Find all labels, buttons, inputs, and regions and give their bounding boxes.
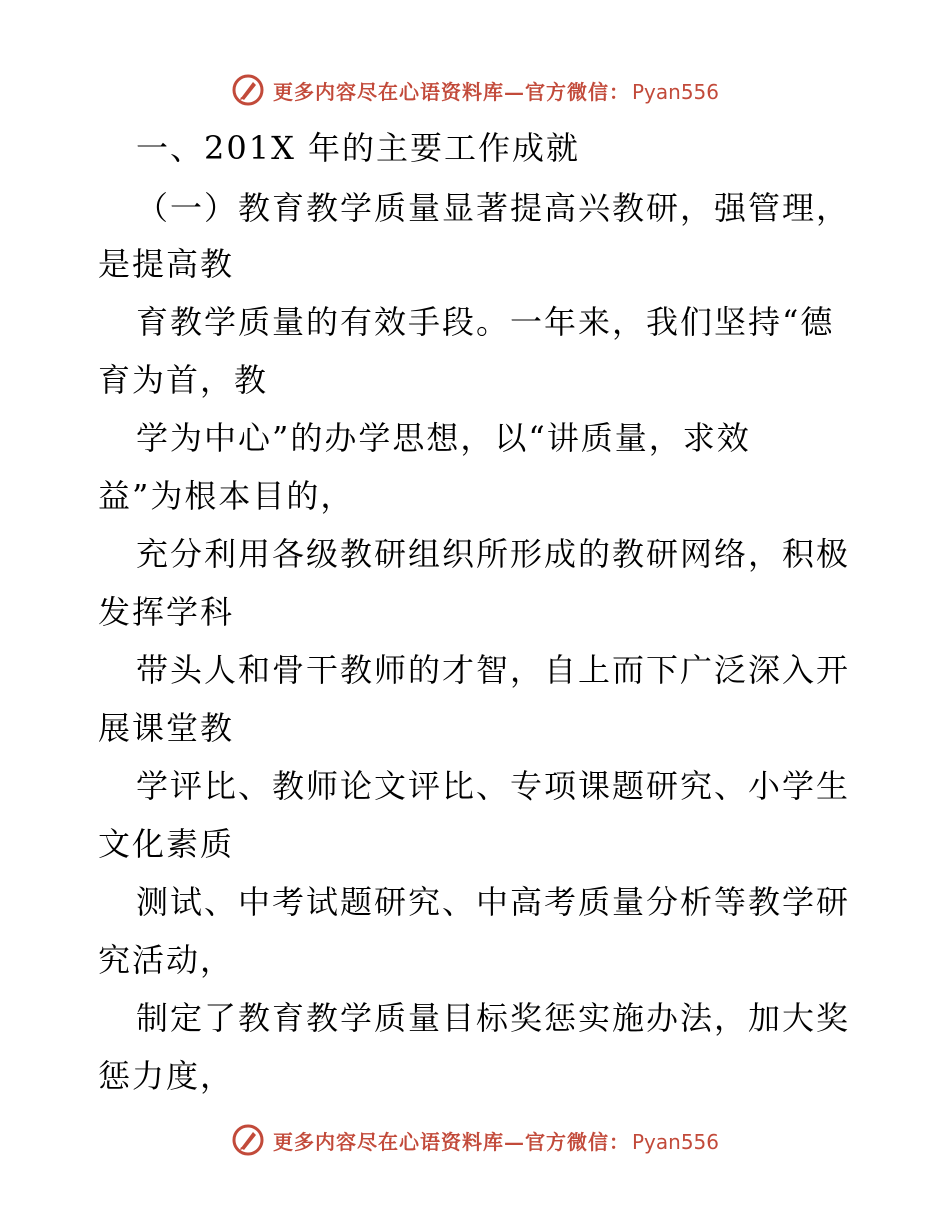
- watermark-text: 更多内容尽在心语资料库—官方微信：: [272, 79, 630, 104]
- paragraph-line: 育教学质量的有效手段。一年来，我们坚持“德: [136, 303, 835, 341]
- paragraph-line: 展课堂教: [98, 709, 235, 747]
- footer-watermark: [0, 1120, 950, 1160]
- watermark-wechat-id: Pyan556: [631, 1129, 719, 1154]
- header-watermark: [0, 70, 950, 110]
- section-heading: 一、201X 年的主要工作成就: [136, 129, 581, 167]
- paragraph-line: 制定了教育教学质量目标奖惩实施办法，加大奖: [136, 999, 851, 1037]
- paragraph-line: 文化素质: [98, 825, 235, 863]
- paragraph-line: 学评比、教师论文评比、专项课题研究、小学生: [136, 767, 851, 805]
- quill-pen-logo-icon: [231, 73, 265, 107]
- paragraph-line: （一）教育教学质量显著提高兴教研，强管理，: [136, 189, 851, 227]
- watermark-wechat-id: Pyan556: [631, 79, 719, 104]
- quill-pen-logo-icon: [231, 1123, 265, 1157]
- paragraph-line: 发挥学科: [98, 593, 235, 631]
- watermark-text: 更多内容尽在心语资料库—官方微信：: [272, 1129, 630, 1154]
- paragraph-line: 惩力度，: [98, 1057, 235, 1095]
- paragraph-line: 究活动，: [98, 941, 235, 979]
- paragraph-line: 是提高教: [98, 245, 235, 283]
- paragraph-line: 带头人和骨干教师的才智，自上而下广泛深入开: [136, 651, 851, 689]
- watermark-text-group: [273, 1126, 719, 1155]
- paragraph-line: 育为首，教: [98, 361, 269, 399]
- paragraph-line: 益”为根本目的，: [98, 477, 355, 515]
- paragraph-line: 测试、中考试题研究、中高考质量分析等教学研: [136, 883, 851, 921]
- watermark-text-group: [273, 76, 719, 105]
- paragraph-line: 学为中心”的办学思想，以“讲质量，求效: [136, 419, 751, 457]
- paragraph-line: 充分利用各级教研组织所形成的教研网络，积极: [136, 535, 851, 573]
